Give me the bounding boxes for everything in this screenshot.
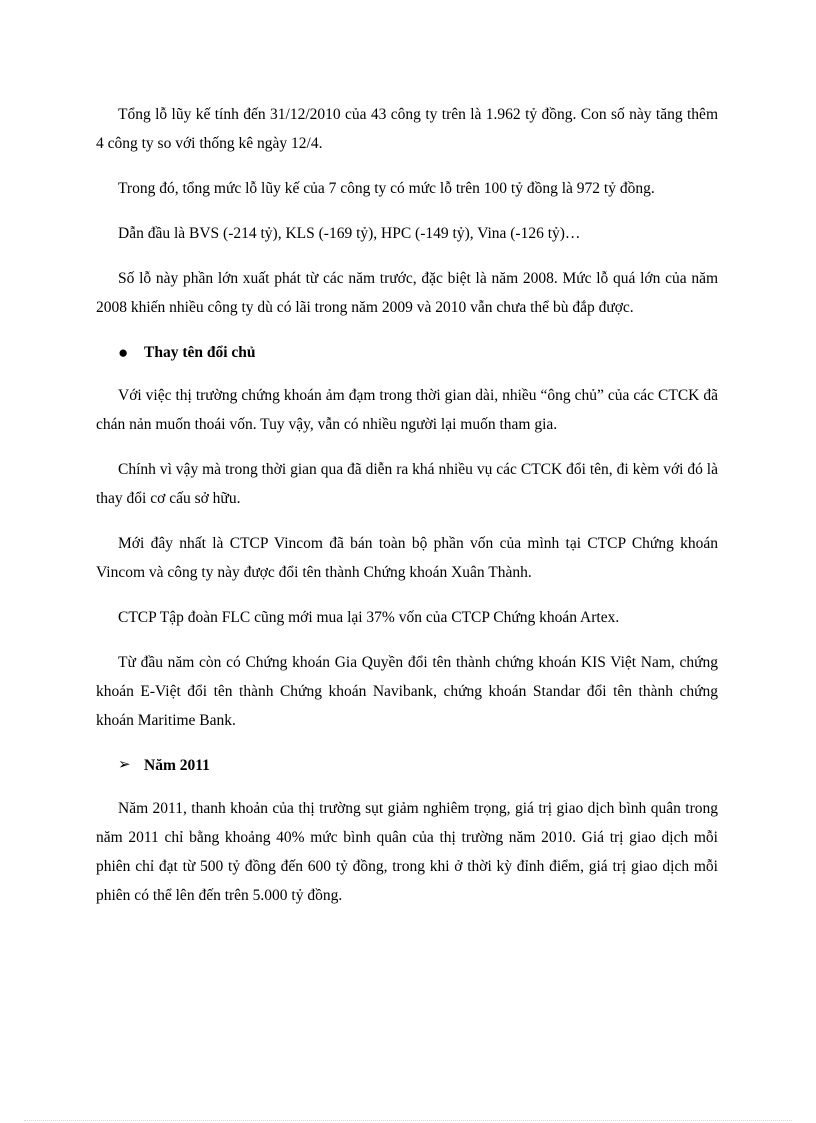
paragraph-seven-companies: Trong đó, tổng mức lỗ lũy kế của 7 công ty có mức lỗ trên 100 tỷ đồng là 972 tỷ đồng. [118, 180, 655, 197]
page-bottom-divider [24, 1120, 792, 1121]
paragraph-vincom: Mới đây nhất là CTCP Vincom đã bán toàn bộ phần vốn của mình tại CTCP Chứng khoán Vincom và công ty này được đổi tên thành Chứng khoán Xuân Thành. [96, 535, 718, 581]
paragraph-name-changes: Từ đầu năm còn có Chứng khoán Gia Quyền đổi tên thành chứng khoán KIS Việt Nam, chứng khoán E-Việt đổi tên thành Chứng khoán Navibank, chứng khoán Standar đổi tên thành chứng khoán Maritime Bank. [96, 654, 718, 729]
section-heading-rename [96, 338, 718, 367]
arrow-bullet-icon: ➢ [118, 757, 131, 773]
paragraph-owners-divest: Với việc thị trường chứng khoán ảm đạm trong thời gian dài, nhiều “ông chủ” của các CTCK đã chán nản muốn thoái vốn. Tuy vậy, vẫn có nhiều người lại muốn tham gia. [96, 387, 718, 433]
paragraph-cumulative-loss: Tổng lỗ lũy kế tính đến 31/12/2010 của 43 công ty trên là 1.962 tỷ đồng. Con số này tăng thêm 4 công ty so với thống kê ngày 12/4. [96, 106, 718, 152]
paragraph-liquidity-2011: Năm 2011, thanh khoản của thị trường sụt giảm nghiêm trọng, giá trị giao dịch bình quân trong năm 2011 chỉ bằng khoảng 40% mức bình quân của thị trường năm 2010. Giá trị giao dịch mỗi phiên chỉ đạt từ 500 tỷ đồng đến 600 tỷ đồng, trong khi ở thời kỳ đỉnh điểm, giá trị giao dịch mỗi phiên có thể lên đến trên 5.000 tỷ đồng. [96, 800, 718, 904]
document-body [96, 100, 718, 926]
section-heading-2011 [96, 751, 718, 780]
section-heading-text: Năm 2011 [144, 757, 210, 774]
paragraph-leading-losses: Dẫn đầu là BVS (-214 tỷ), KLS (-169 tỷ), HPC (-149 tỷ), Vina (-126 tỷ)… [118, 225, 581, 242]
bullet-icon: ● [118, 343, 129, 362]
paragraph-renames: Chính vì vậy mà trong thời gian qua đã diễn ra khá nhiều vụ các CTCK đổi tên, đi kèm với đó là thay đổi cơ cấu sở hữu. [96, 461, 718, 507]
paragraph-loss-origin: Số lỗ này phần lớn xuất phát từ các năm trước, đặc biệt là năm 2008. Mức lỗ quá lớn của năm 2008 khiến nhiều công ty dù có lãi trong năm 2009 và 2010 vẫn chưa thể bù đắp được. [96, 270, 718, 316]
paragraph-flc: CTCP Tập đoàn FLC cũng mới mua lại 37% vốn của CTCP Chứng khoán Artex. [118, 609, 620, 626]
section-heading-text: Thay tên đổi chủ [144, 344, 256, 361]
